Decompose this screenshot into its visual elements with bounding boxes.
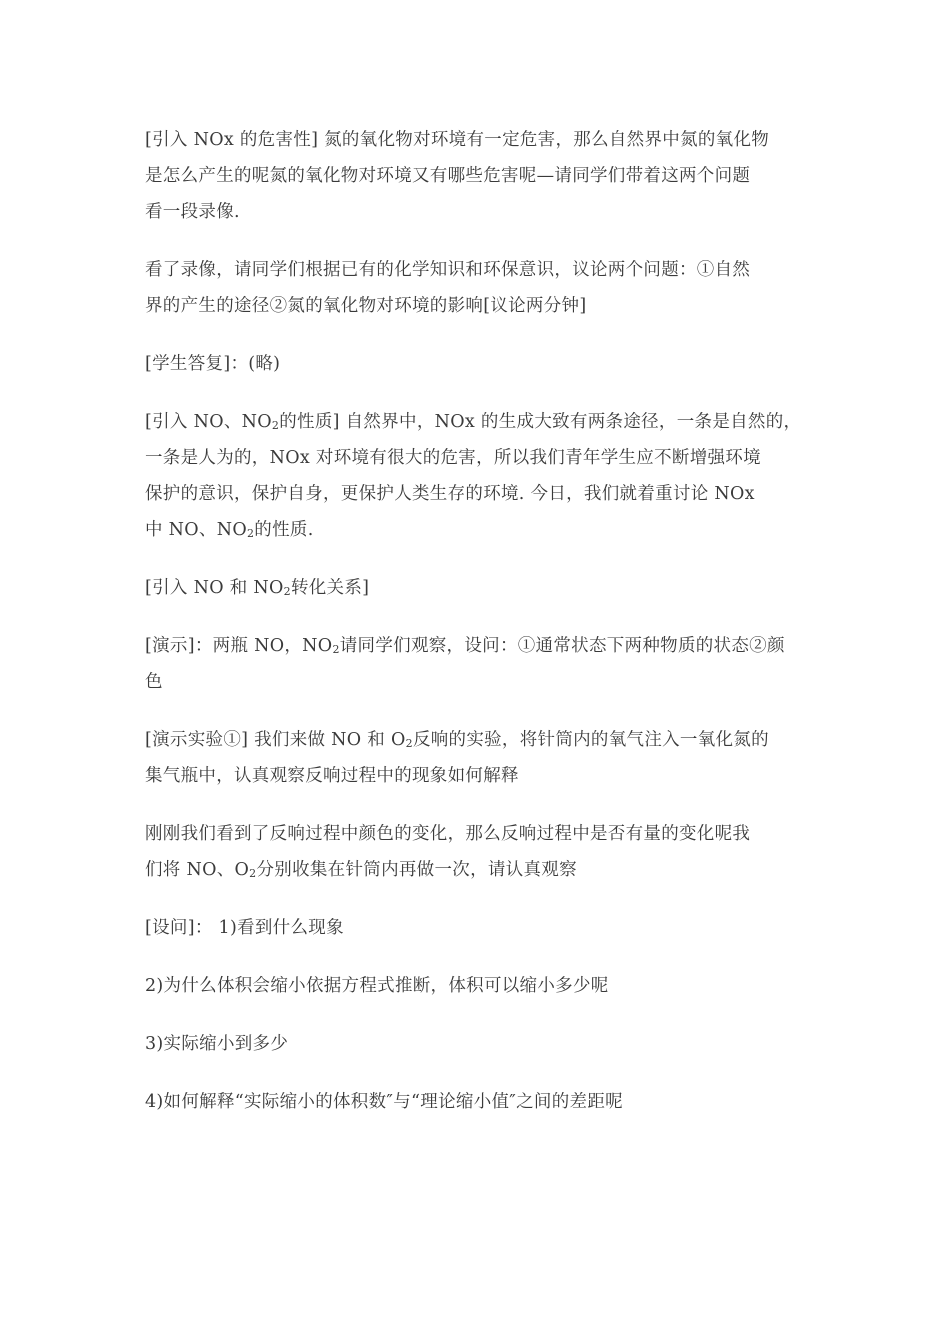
- text-line: [设问]： 1)看到什么现象: [145, 918, 344, 938]
- text-line: 3)实际缩小到多少: [145, 1034, 289, 1054]
- text-segment: [演示]：两瓶 NO，NO: [145, 636, 333, 656]
- text-segment: 转化关系]: [290, 578, 370, 598]
- text-line: 是怎么产生的呢氮的氧化物对环境又有哪些危害呢—请同学们带着这两个问题: [145, 166, 751, 186]
- paragraph: [145, 404, 810, 548]
- paragraph: [145, 722, 810, 794]
- text-segment: 中 NO、NO: [145, 520, 247, 540]
- paragraph: [145, 816, 810, 888]
- text-line: 刚刚我们看到了反响过程中颜色的变化，那么反响过程中是否有量的变化呢我: [145, 824, 751, 844]
- paragraph: [145, 122, 810, 230]
- text-segment: 请同学们观察，设问：①通常状态下两种物质的状态②颜: [339, 636, 785, 656]
- text-line: 集气瓶中，认真观察反响过程中的现象如何解释: [145, 766, 519, 786]
- text-line: 界的产生的途径②氮的氧化物对环境的影响[议论两分钟]: [145, 296, 587, 316]
- paragraph: [145, 346, 810, 382]
- text-segment: 们将 NO、O: [145, 860, 250, 880]
- text-line: [学生答复]：(略): [145, 354, 281, 374]
- text-line: [145, 722, 810, 758]
- text-line: 看了录像，请同学们根据已有的化学知识和环保意识，议论两个问题：①自然: [145, 260, 751, 280]
- text-segment: 的性质.: [254, 520, 314, 540]
- subscript: 2: [405, 737, 413, 750]
- text-line: [引入 NOx 的危害性] 氮的氧化物对环境有一定危害，那么自然界中氮的氧化物: [145, 130, 770, 150]
- paragraph: [145, 628, 810, 700]
- text-line: 4)如何解释“实际缩小的体积数″与“理论缩小值″之间的差距呢: [145, 1092, 623, 1112]
- subscript: 2: [283, 585, 291, 598]
- text-line: 保护的意识，保护自身，更保护人类生存的环境. 今日，我们就着重讨论 NOx: [145, 484, 755, 504]
- text-line: [145, 852, 810, 888]
- paragraph: [145, 1084, 810, 1120]
- text-segment: 反响的实验，将针筒内的氧气注入一氧化氮的: [412, 730, 769, 750]
- text-segment: 的性质] 自然界中，NOx 的生成大致有两条途径，一条是自然的，: [279, 412, 802, 432]
- text-line: 2)为什么体积会缩小依据方程式推断，体积可以缩小多少呢: [145, 976, 609, 996]
- paragraph: [145, 910, 810, 946]
- text-segment: 分别收集在针筒内再做一次，请认真观察: [256, 860, 577, 880]
- text-line: [145, 404, 810, 440]
- text-line: [145, 512, 810, 548]
- text-line: 看一段录像.: [145, 202, 240, 222]
- subscript: 2: [246, 527, 255, 540]
- subscript: 2: [332, 643, 340, 656]
- text-line: 色: [145, 672, 163, 692]
- paragraph: [145, 252, 810, 324]
- document-body: [145, 122, 810, 1142]
- text-line: 一条是人为的，NOx 对环境有很大的危害，所以我们青年学生应不断增强环境: [145, 448, 761, 468]
- subscript: 2: [271, 419, 280, 432]
- text-line: [145, 628, 810, 664]
- text-line: [145, 570, 810, 606]
- text-segment: [引入 NO 和 NO: [145, 578, 284, 598]
- paragraph: [145, 570, 810, 606]
- text-segment: [演示实验①] 我们来做 NO 和 O: [145, 730, 406, 750]
- subscript: 2: [249, 867, 257, 880]
- paragraph: [145, 1026, 810, 1062]
- paragraph: [145, 968, 810, 1004]
- text-segment: [引入 NO、NO: [145, 412, 272, 432]
